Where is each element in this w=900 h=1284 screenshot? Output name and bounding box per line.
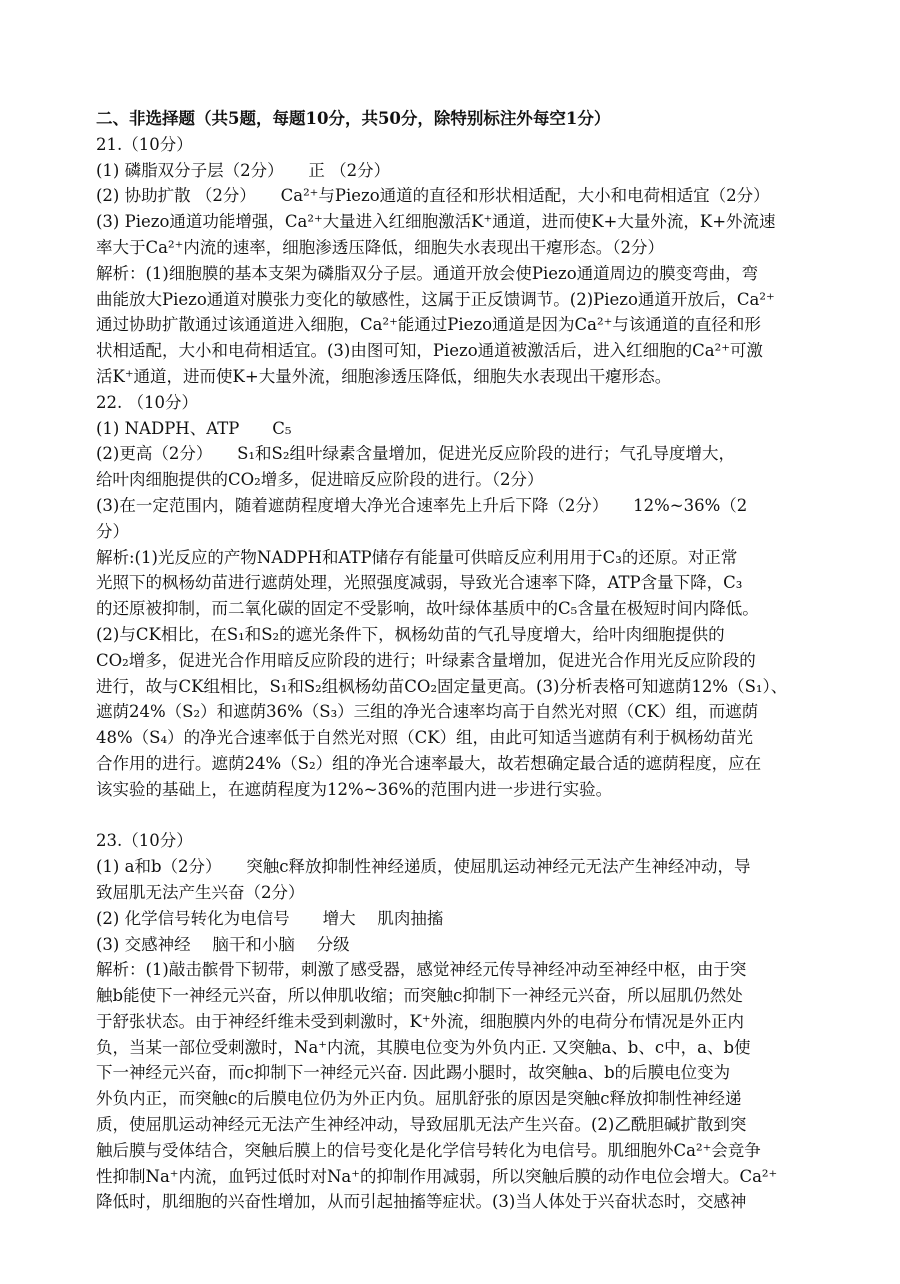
answer-line: (1) NADPH、ATP C₅: [96, 418, 292, 438]
answer-line: (3) 交感神经 脑干和小脑 分级: [96, 934, 350, 954]
analysis-line: 解析:(1)光反应的产物NADPH和ATP储存有能量可供暗反应利用用于C₃的还原。对正常: [96, 547, 738, 567]
question-title: 21.（10分）: [96, 134, 193, 154]
answer-line: (3) Piezo通道功能增强，Ca²⁺大量进入红细胞激活K⁺通道，进而使K+大量外流，K+外流速: [96, 212, 776, 232]
analysis-line: 触b能使下一神经元兴奋，所以伸肌收缩；而突触c抑制下一神经元兴奋，所以屈肌仍然处: [96, 986, 743, 1006]
analysis-line: 降低时，肌细胞的兴奋性增加，从而引起抽搐等症状。(3)当人体处于兴奋状态时，交感神: [96, 1192, 747, 1212]
analysis-line: (2)与CK相比，在S₁和S₂的遮光条件下，枫杨幼苗的气孔导度增大，给叶肉细胞提供的: [96, 624, 725, 644]
question-title: 22. （10分）: [96, 392, 198, 412]
analysis-line: 合作用的进行。遮荫24%（S₂）组的净光合速率最大，故若想确定最合适的遮荫程度，应在: [96, 753, 762, 773]
analysis-line: 触后膜与受体结合，突触后膜上的信号变化是化学信号转化为电信号。肌细胞外Ca²⁺会竞争: [96, 1140, 761, 1160]
question-22: [96, 390, 826, 803]
analysis-line: 该实验的基础上，在遮荫程度为12%~36%的范围内进一步进行实验。: [96, 779, 613, 799]
analysis-line: 进行，故与CK组相比，S₁和S₂组枫杨幼苗CO₂固定量更高。(3)分析表格可知遮荫12%（S₁）、: [96, 676, 788, 696]
analysis-line: 解析：(1)敲击髌骨下韧带，刺激了感受器，感觉神经元传导神经冲动至神经中枢，由于突: [96, 960, 747, 980]
analysis-line: 于舒张状态。由于神经纤维未受到刺激时，K⁺外流，细胞膜内外的电荷分布情况是外正内: [96, 1011, 745, 1031]
analysis-line: CO₂增多，促进光合作用暗反应阶段的进行；叶绿素含量增加，促进光合作用光反应阶段的: [96, 650, 756, 670]
question-title: 23.（10分）: [96, 831, 193, 851]
analysis-line: 光照下的枫杨幼苗进行遮荫处理，光照强度减弱，导致光合速率下降，ATP含量下降，C₃: [96, 573, 743, 593]
analysis-line: 性抑制Na⁺内流，血钙过低时对Na⁺的抑制作用减弱，所以突触后膜的动作电位会增大。Ca²⁺: [96, 1166, 778, 1186]
question-21: [96, 132, 826, 390]
analysis-line: 活K⁺通道，进而使K+大量外流，细胞渗透压降低，细胞失水表现出干瘪形态。: [96, 366, 672, 386]
answer-line: (2)更高（2分） S₁和S₂组叶绿素含量增加，促进光反应阶段的进行；气孔导度增大，: [96, 444, 735, 464]
question-23: [96, 828, 826, 1215]
analysis-line: 通过协助扩散通过该通道进入细胞，Ca²⁺能通过Piezo通道是因为Ca²⁺与该通道的直径和形: [96, 315, 761, 335]
answer-line: (3)在一定范围内，随着遮荫程度增大净光合速率先上升后下降（2分） 12%~36%（2: [96, 495, 748, 515]
answer-line: (1) a和b（2分） 突触c释放抑制性神经递质，使屈肌运动神经元无法产生神经冲动，导: [96, 857, 751, 877]
answer-line: 率大于Ca²⁺内流的速率，细胞渗透压降低，细胞失水表现出干瘪形态。（2分）: [96, 237, 665, 257]
answer-line: 分）: [96, 521, 129, 541]
analysis-line: 48%（S₄）的净光合速率低于自然光对照（CK）组，由此可知适当遮荫有利于枫杨幼苗光: [96, 728, 754, 748]
blank-spacer: [96, 803, 826, 829]
section-heading: 二、非选择题（共5题，每题10分，共50分，除特别标注外每空1分）: [96, 109, 611, 128]
answer-line: 给叶肉细胞提供的CO₂增多，促进暗反应阶段的进行。（2分）: [96, 470, 544, 490]
answer-line: (2) 化学信号转化为电信号 增大 肌肉抽搐: [96, 908, 444, 928]
analysis-line: 解析：(1)细胞膜的基本支架为磷脂双分子层。通道开放会使Piezo通道周边的膜变弯曲，弯: [96, 263, 759, 283]
analysis-line: 负，当某一部位受刺激时，Na⁺内流，其膜电位变为外负内正. 又突触a、b、c中，a、b使: [96, 1037, 751, 1057]
analysis-line: 曲能放大Piezo通道对膜张力变化的敏感性，这属于正反馈调节。(2)Piezo通道开放后，Ca²⁺: [96, 289, 775, 309]
analysis-line: 状相适配，大小和电荷相适宜。(3)由图可知，Piezo通道被激活后，进入红细胞的Ca²⁺可激: [96, 341, 763, 361]
answer-line: (1) 磷脂双分子层（2分） 正 （2分）: [96, 160, 391, 180]
answer-line: (2) 协助扩散 （2分） Ca²⁺与Piezo通道的直径和形状相适配，大小和电荷相适宜（2分）: [96, 186, 770, 206]
analysis-line: 的还原被抑制，而二氧化碳的固定不受影响，故叶绿体基质中的C₅含量在极短时间内降低。: [96, 599, 759, 619]
answer-document: [96, 106, 826, 1215]
analysis-line: 质，使屈肌运动神经元无法产生神经冲动，导致屈肌无法产生兴奋。(2)乙酰胆碱扩散到突: [96, 1115, 747, 1135]
analysis-line: 外负内正，而突触c的后膜电位仍为外正内负。屈肌舒张的原因是突触c释放抑制性神经递: [96, 1089, 742, 1109]
analysis-line: 下一神经元兴奋，而c抑制下一神经元兴奋. 因此踢小腿时，故突触a、b的后膜电位变为: [96, 1063, 731, 1083]
analysis-line: 遮荫24%（S₂）和遮荫36%（S₃）三组的净光合速率均高于自然光对照（CK）组，而遮荫: [96, 702, 759, 722]
answer-line: 致屈肌无法产生兴奋（2分）: [96, 882, 305, 902]
